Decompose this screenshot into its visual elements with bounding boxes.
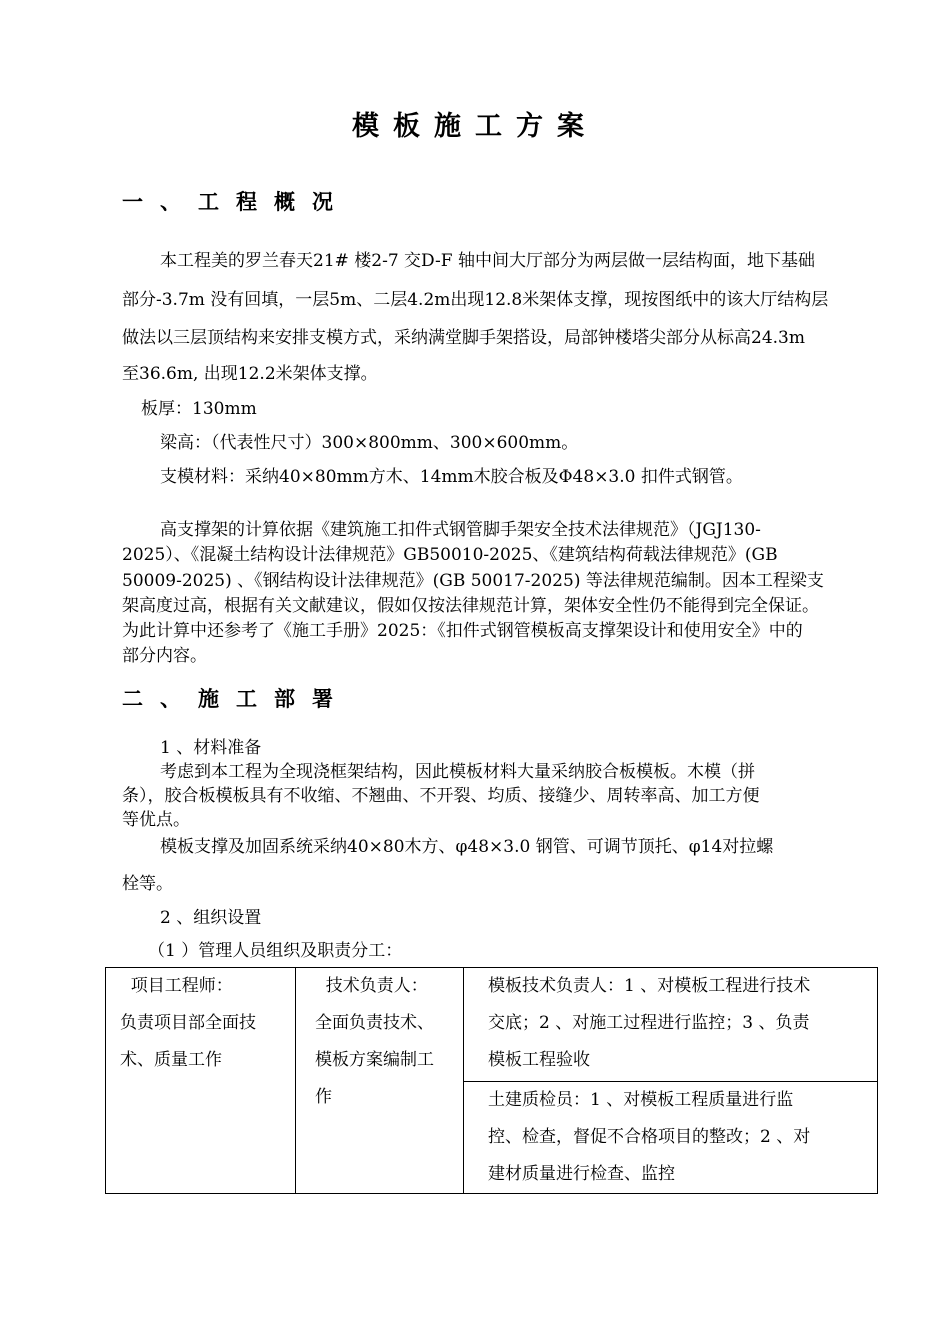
material-line-1: 考虑到本工程为全现浇框架结构，因此模板材料大量采纳胶合板模板。木模（拼 bbox=[160, 762, 755, 782]
section-heading-overview: 一、工程概况 bbox=[122, 190, 350, 214]
cell-quality-inspector bbox=[464, 1082, 878, 1194]
cell-line: 作 bbox=[315, 1087, 332, 1107]
material-line-2: 条），胶合板模板具有不收缩、不翘曲、不开裂、均质、接缝少、周转率高、加工方便 bbox=[122, 786, 760, 806]
cell-line: 土建质检员：1 、对模板工程质量进行监 bbox=[488, 1090, 794, 1110]
cell-line: 模板技术负责人：1 、对模板工程进行技术 bbox=[488, 976, 811, 996]
overview-line-3: 做法以三层顶结构来安排支模方式，采纳满堂脚手架搭设，局部钟楼塔尖部分从标高24.3m bbox=[122, 328, 805, 348]
basis-line-4: 架高度过高，根据有关文献建议，假如仅按法律规范计算，架体安全性仍不能得到完全保证。 bbox=[122, 596, 819, 616]
overview-line-1: 本工程美的罗兰春天21# 楼2-7 交D-F 轴中间大厅部分为两层做一层结构面，地下基础 bbox=[160, 251, 815, 271]
basis-line-5: 为此计算中还参考了《施工手册》2025：《扣件式钢管模板高支撑架设计和使用安全》中的 bbox=[122, 621, 803, 641]
beam-height: 梁高：（代表性尺寸）300×800mm、300×600mm。 bbox=[160, 433, 579, 453]
overview-line-4: 至36.6m, 出现12.2米架体支撑。 bbox=[122, 364, 378, 384]
support-line-1: 模板支撑及加固系统采纳40×80木方、φ48×3.0 钢管、可调节顶托、φ14对拉螺 bbox=[160, 837, 774, 857]
slab-thickness: 板厚：130mm bbox=[141, 399, 257, 419]
cell-line: 术、质量工作 bbox=[120, 1050, 222, 1070]
overview-line-2: 部分-3.7m 没有回填，一层5m、二层4.2m出现12.8米架体支撑，现按图纸中的该大厅结构层 bbox=[122, 290, 829, 310]
cell-line: 项目工程师： bbox=[120, 976, 233, 996]
cell-line: 模板方案编制工 bbox=[315, 1050, 434, 1070]
item-organization: 2 、组织设置 bbox=[160, 908, 262, 928]
cell-line: 交底；2 、对施工过程进行监控；3 、负责 bbox=[488, 1013, 810, 1033]
basis-line-1: 高支撑架的计算依据《建筑施工扣件式钢管脚手架安全技术法律规范》（JGJ130- bbox=[160, 520, 761, 540]
material-line-3: 等优点。 bbox=[122, 810, 190, 830]
basis-line-6: 部分内容。 bbox=[122, 646, 207, 666]
cell-line: 建材质量进行检查、监控 bbox=[488, 1164, 675, 1184]
cell-line: 技术负责人： bbox=[315, 976, 428, 996]
cell-line: 全面负责技术、 bbox=[315, 1013, 434, 1033]
cell-project-engineer bbox=[106, 968, 296, 1194]
item-material-prep: 1 、材料准备 bbox=[160, 738, 262, 758]
section-heading-deployment: 二、施工部署 bbox=[122, 687, 350, 711]
cell-formwork-tech-lead bbox=[464, 968, 878, 1082]
support-line-2: 栓等。 bbox=[122, 874, 173, 894]
cell-line: 控、检查，督促不合格项目的整改；2 、对 bbox=[488, 1127, 811, 1147]
basis-line-3: 50009-2025) 、《钢结构设计法律规范》(GB 50017-2025) 等法律规范编制。因本工程梁支 bbox=[122, 571, 824, 591]
page-title: 模板施工方案 bbox=[352, 111, 598, 142]
formwork-material: 支模材料：采纳40×80mm方木、14mm木胶合板及Φ48×3.0 扣件式钢管。 bbox=[160, 467, 743, 487]
duty-table bbox=[105, 967, 878, 1194]
cell-line: 模板工程验收 bbox=[488, 1050, 590, 1070]
basis-line-2: 2025）、《混凝土结构设计法律规范》GB50010-2025、《建筑结构荷载法律规范》(GB bbox=[122, 545, 778, 565]
sub-item-management: （1 ）管理人员组织及职责分工： bbox=[148, 941, 403, 961]
cell-technical-lead bbox=[296, 968, 464, 1194]
cell-line: 负责项目部全面技 bbox=[120, 1013, 256, 1033]
